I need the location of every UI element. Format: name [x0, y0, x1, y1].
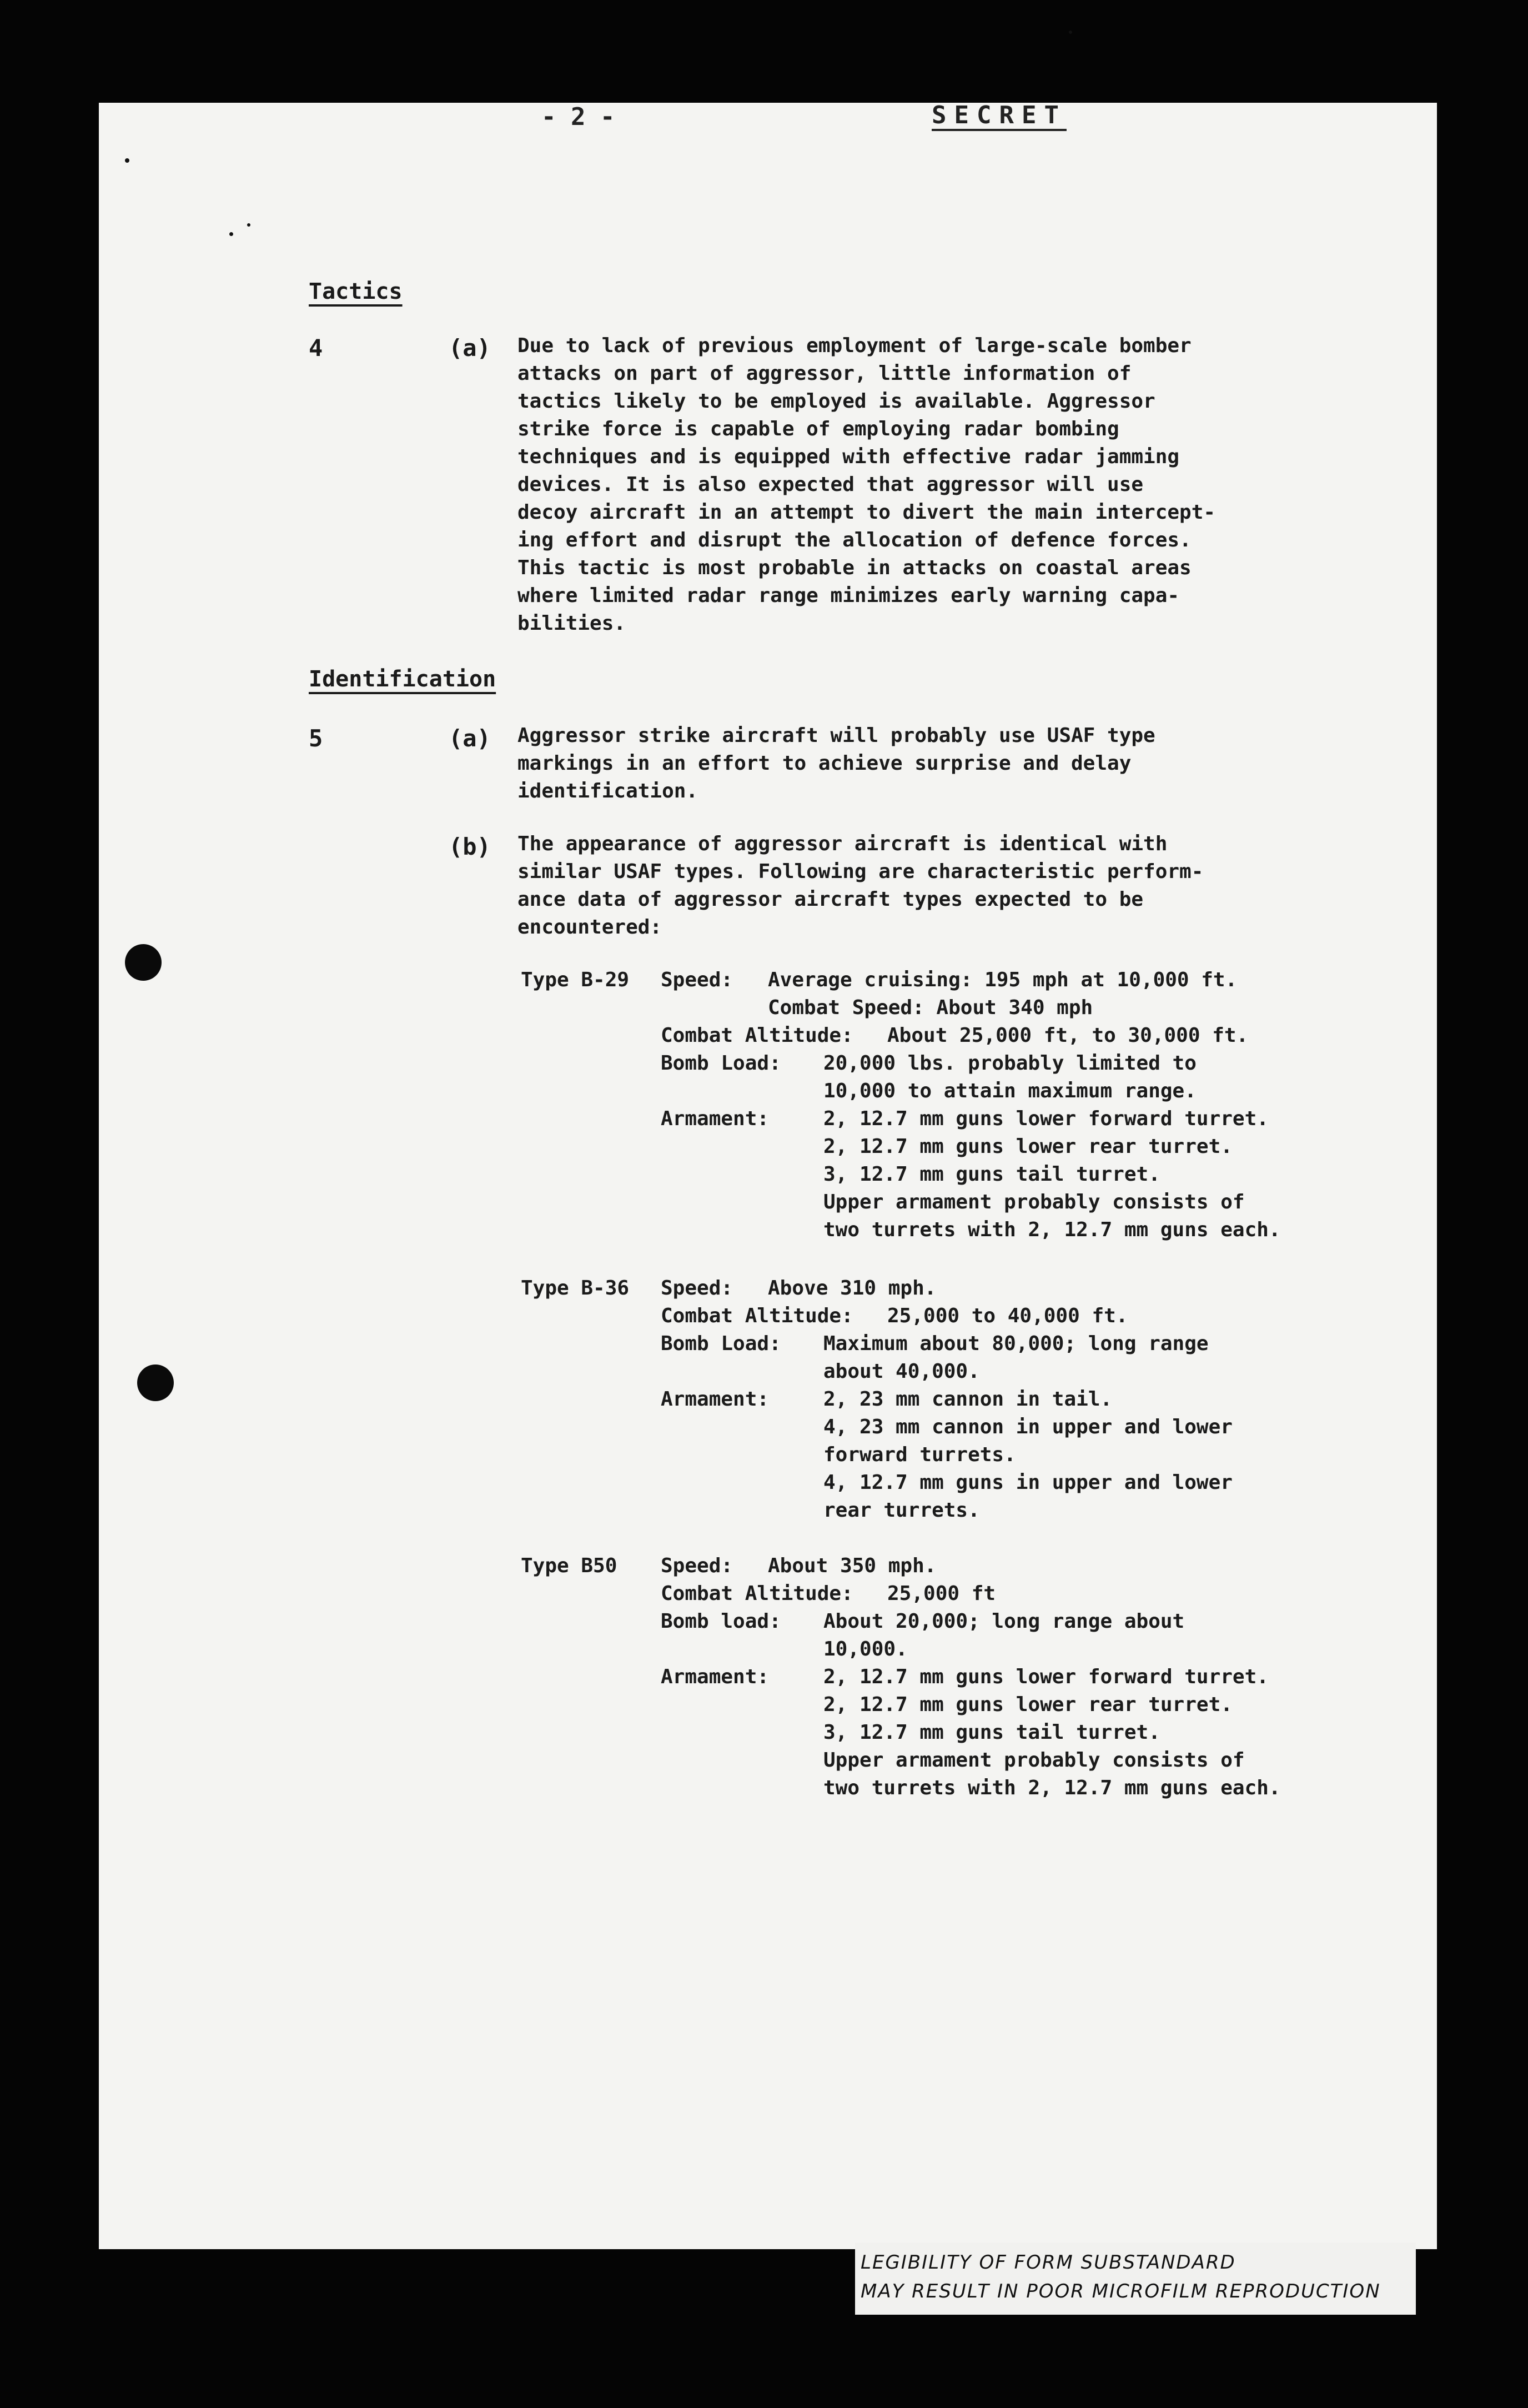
- spec-value: 3, 12.7 mm guns tail turret.: [823, 1163, 1160, 1186]
- paragraph-number: 5: [309, 725, 323, 752]
- paragraph-number: 4: [309, 334, 323, 362]
- text-line: This tactic is most probable in attacks on coastal areas: [517, 556, 1192, 579]
- text-line: decoy aircraft in an attempt to divert the main intercept-: [517, 501, 1216, 524]
- spec-value: Above 310 mph.: [768, 1277, 937, 1300]
- spec-key: Armament:: [661, 1107, 770, 1130]
- spec-value: 20,000 lbs. probably limited to: [823, 1052, 1197, 1075]
- stamp-line-1: LEGIBILITY OF FORM SUBSTANDARD: [861, 2251, 1236, 2274]
- spec-value: two turrets with 2, 12.7 mm guns each.: [823, 1777, 1281, 1799]
- text-line: bilities.: [517, 612, 626, 635]
- spec-key: Armament:: [661, 1388, 770, 1411]
- legibility-stamp: [855, 2243, 1416, 2315]
- spec-key: Combat Altitude:: [661, 1024, 853, 1047]
- tactics-paragraph-a: [517, 332, 1323, 638]
- punch-hole: [125, 944, 162, 981]
- spec-value: About 20,000; long range about: [823, 1610, 1185, 1633]
- spec-key: Speed:: [661, 969, 733, 991]
- page-number: - 2 -: [541, 103, 615, 131]
- film-speck: [229, 232, 233, 236]
- spec-key: Bomb load:: [661, 1610, 781, 1633]
- spec-value: 3, 12.7 mm guns tail turret.: [823, 1721, 1160, 1744]
- spec-key: Bomb Load:: [661, 1332, 781, 1355]
- section-heading-tactics: Tactics: [309, 279, 403, 304]
- spec-key: Speed:: [661, 1277, 733, 1300]
- spec-value: about 40,000.: [823, 1360, 980, 1383]
- spec-value: forward turrets.: [823, 1443, 1016, 1466]
- spec-value: 4, 12.7 mm guns in upper and lower: [823, 1471, 1233, 1494]
- text-line: devices. It is also expected that aggressor will use: [517, 473, 1144, 496]
- spec-value: 2, 12.7 mm guns lower rear turret.: [823, 1693, 1233, 1716]
- spec-key: Armament:: [661, 1665, 770, 1688]
- punch-hole: [137, 1364, 174, 1401]
- spec-key: Combat Altitude:: [661, 1305, 853, 1327]
- spec-key: Speed:: [661, 1554, 733, 1577]
- film-speck: [125, 158, 129, 163]
- text-line: techniques and is equipped with effective radar jamming: [517, 445, 1180, 468]
- text-line: encountered:: [517, 916, 662, 939]
- text-line: Aggressor strike aircraft will probably use USAF type: [517, 724, 1155, 747]
- spec-value: 10,000 to attain maximum range.: [823, 1080, 1197, 1102]
- text-line: attacks on part of aggressor, little information of: [517, 362, 1132, 385]
- spec-key: Combat Altitude:: [661, 1582, 853, 1605]
- spec-value: two turrets with 2, 12.7 mm guns each.: [823, 1218, 1281, 1241]
- spec-value: Upper armament probably consists of: [823, 1749, 1245, 1772]
- text-line: The appearance of aggressor aircraft is identical with: [517, 832, 1168, 855]
- spec-value: 25,000 to 40,000 ft.: [887, 1305, 1128, 1327]
- text-line: tactics likely to be employed is available. Aggressor: [517, 390, 1155, 413]
- identification-paragraph-a: [517, 722, 1323, 805]
- identification-paragraph-b: [517, 830, 1323, 941]
- aircraft-type-label: Type B50: [521, 1554, 617, 1577]
- text-line: where limited radar range minimizes early warning capa-: [517, 584, 1180, 607]
- spec-value: 2, 12.7 mm guns lower rear turret.: [823, 1135, 1233, 1158]
- text-line: ing effort and disrupt the allocation of defence forces.: [517, 529, 1192, 551]
- text-line: ance data of aggressor aircraft types expected to be: [517, 888, 1144, 911]
- section-heading-identification: Identification: [309, 666, 496, 692]
- spec-value: Combat Speed: About 340 mph: [768, 996, 1093, 1019]
- spec-value: 2, 12.7 mm guns lower forward turret.: [823, 1107, 1269, 1130]
- spec-value: Upper armament probably consists of: [823, 1191, 1245, 1213]
- text-line: similar USAF types. Following are characteristic perform-: [517, 860, 1204, 883]
- spec-value: 2, 23 mm cannon in tail.: [823, 1388, 1113, 1411]
- text-line: strike force is capable of employing radar bombing: [517, 418, 1119, 440]
- spec-value: 25,000 ft: [887, 1582, 996, 1605]
- spec-value: 10,000.: [823, 1638, 908, 1660]
- subparagraph-label: (a): [449, 725, 491, 752]
- film-speck: [1069, 31, 1072, 34]
- spec-value: 2, 12.7 mm guns lower forward turret.: [823, 1665, 1269, 1688]
- text-line: markings in an effort to achieve surprise and delay: [517, 752, 1132, 775]
- classification-marking: SECRET: [932, 101, 1067, 129]
- stamp-line-2: MAY RESULT IN POOR MICROFILM REPRODUCTION: [861, 2280, 1381, 2302]
- spec-value: About 350 mph.: [768, 1554, 937, 1577]
- aircraft-type-label: Type B-29: [521, 969, 630, 991]
- subparagraph-label: (a): [449, 334, 491, 362]
- spec-value: Maximum about 80,000; long range: [823, 1332, 1209, 1355]
- spec-value: rear turrets.: [823, 1499, 980, 1522]
- spec-value: Average cruising: 195 mph at 10,000 ft.: [768, 969, 1238, 991]
- spec-value: 4, 23 mm cannon in upper and lower: [823, 1416, 1233, 1438]
- text-line: identification.: [517, 780, 698, 802]
- spec-value: About 25,000 ft, to 30,000 ft.: [887, 1024, 1249, 1047]
- text-line: Due to lack of previous employment of large-scale bomber: [517, 334, 1192, 357]
- film-speck: [247, 223, 250, 227]
- subparagraph-label: (b): [449, 833, 491, 860]
- spec-key: Bomb Load:: [661, 1052, 781, 1075]
- aircraft-type-label: Type B-36: [521, 1277, 630, 1300]
